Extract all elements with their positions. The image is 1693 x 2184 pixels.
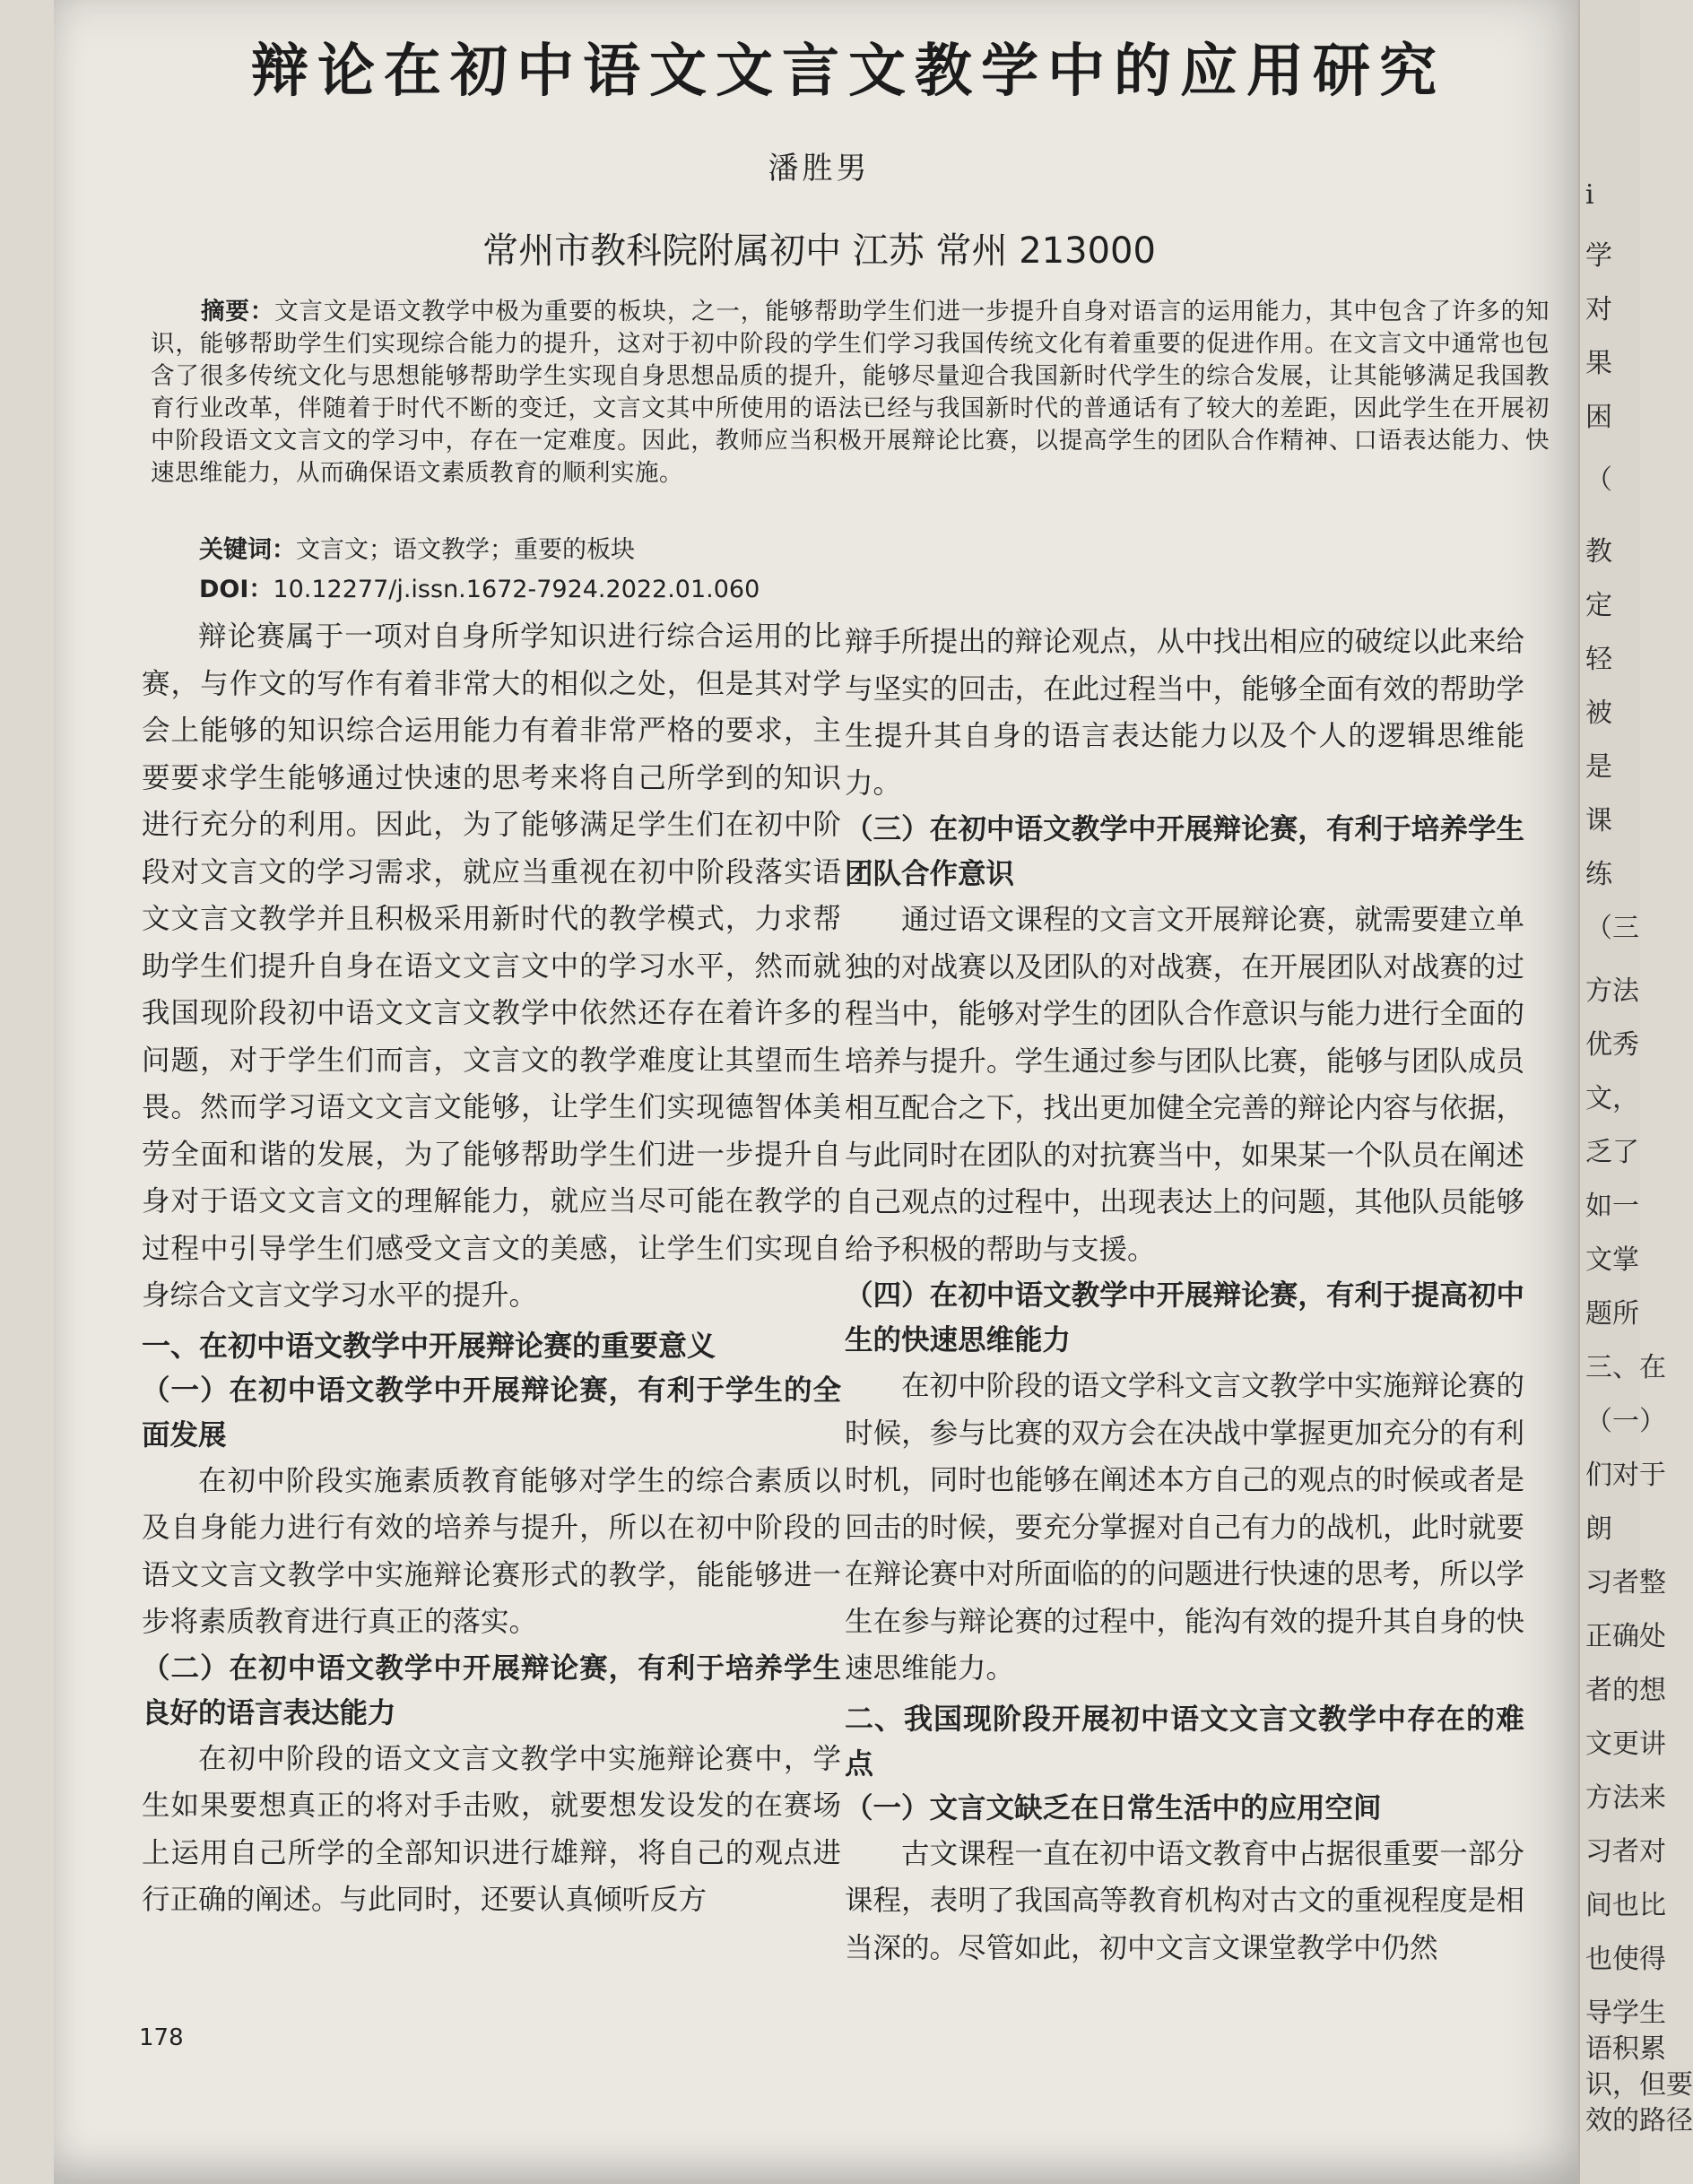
adjacent-page-text: 们对于	[1585, 1460, 1666, 1491]
author-affiliation: 常州市教科院附属初中 江苏 常州 213000	[482, 230, 1156, 272]
adjacent-page-text: 教	[1585, 536, 1612, 568]
adjacent-page-text: 困	[1585, 402, 1612, 433]
adjacent-page-text: 定	[1585, 590, 1612, 621]
adjacent-page-text: 文更讲	[1585, 1729, 1666, 1760]
paragraph: 在初中阶段的语文学科文言文教学中实施辩论赛的时候，参与比赛的双方会在决战中掌握更加充分的有利时机，同时也能够在阐述本方自己的观点的时候或者是回击的时候，要充分掌握对自己有力的战机，此时就要在辩论赛中对所面临的的问题进行快速的思考，所以学生在参与辩论赛的过程中，能沟有效的提升其自身的快速思维能力。	[845, 1370, 1524, 1685]
adjacent-page-text: 轻	[1585, 644, 1612, 675]
adjacent-page-text: 题所	[1585, 1298, 1639, 1330]
author-name: 潘胜男	[768, 151, 871, 186]
keywords	[199, 534, 635, 567]
adjacent-page-text: 文，	[1585, 1083, 1639, 1114]
adjacent-page-text: 正确处	[1585, 1621, 1666, 1652]
section-heading: 二、我国现阶段开展初中语文文言文教学中存在的难点	[845, 1701, 1524, 1781]
adjacent-page-text: 三、在	[1585, 1352, 1666, 1383]
adjacent-page-text: 练	[1585, 859, 1612, 890]
body-column-right	[845, 619, 1524, 1972]
paragraph: 辩论赛属于一项对自身所学知识进行综合运用的比赛，与作文的写作有着非常大的相似之处，但是其对学会上能够的知识综合运用能力有着非常严格的要求，主要要求学生能够通过快速的思考来将自己所学到的知识进行充分的利用。因此，为了能够满足学生们在初中阶段对文言文的学习需求，就应当重视在初中阶段落实语文文言文教学并且积极采用新时代的教学模式，力求帮助学生们提升自身在语文文言文中的学习水平，然而就我国现阶段初中语文文言文教学中依然还存在着许多的问题，对于学生们而言，文言文的教学难度让其望而生畏。然而学习语文文言文能够，让学生们实现德智体美劳全面和谐的发展，为了能够帮助学生们进一步提升自身对于语文文言文的理解能力，就应当尽可能在教学的过程中引导学生们感受文言文的美感，让学生们实现自身综合文言文学习水平的提升。	[142, 620, 841, 1312]
adjacent-page-text: 课	[1585, 805, 1612, 836]
article-title: 辩论在初中语文文言文教学中的应用研究	[251, 38, 1446, 105]
subsection-heading: （二）在初中语文教学中开展辩论赛，有利于培养学生良好的语言表达能力	[142, 1651, 841, 1729]
adjacent-page-edge	[1578, 0, 1693, 2184]
adjacent-page-text: 者的想	[1585, 1675, 1666, 1706]
adjacent-page-text: 识，但要	[1585, 2069, 1693, 2101]
doi	[199, 574, 760, 606]
subsection-heading: （三）在初中语文教学中开展辩论赛，有利于培养学生团队合作意识	[845, 813, 1524, 890]
abstract-text: 文言文是语文教学中极为重要的板块，之一，能够帮助学生们进一步提升自身对语言的运用能力，其中包含了许多的知识，能够帮助学生们实现综合能力的提升，这对于初中阶段的学生们学习我国传统文化有着重要的促进作用。在文言文中通常也包含了很多传统文化与思想能够帮助学生实现自身思想品质的提升，能够尽量迎合我国新时代学生的综合发展，让其能够满足我国教育行业改革，伴随着于时代不断的变迁，文言文其中所使用的语法已经与我国新时代的普通话有了较大的差距，因此学生在开展初中阶段语文文言文的学习中，存在一定难度。因此，教师应当积极开展辩论比赛，以提高学生的团队合作精神、口语表达能力、快速思维能力，从而确保语文素质教育的顺利实施。	[151, 298, 1550, 487]
section-heading: 一、在初中语文教学中开展辩论赛的重要意义	[142, 1328, 716, 1363]
adjacent-page-text: 文掌	[1585, 1244, 1639, 1276]
adjacent-page-text: （三	[1585, 913, 1639, 944]
adjacent-page-text: 对	[1585, 294, 1612, 325]
adjacent-page-text: 如一	[1585, 1191, 1639, 1222]
abstract-label: 摘要：	[201, 298, 275, 325]
adjacent-page-text: i	[1585, 179, 1594, 211]
paragraph: 在初中阶段实施素质教育能够对学生的综合素质以及自身能力进行有效的培养与提升，所以在初中阶段的语文文言文教学中实施辩论赛形式的教学，能能够进一步将素质教育进行真正的落实。	[142, 1464, 841, 1638]
keywords-label: 关键词：	[199, 536, 296, 564]
adjacent-page-text: 方法来	[1585, 1782, 1666, 1814]
adjacent-page-text: 是	[1585, 751, 1612, 783]
paragraph: 在初中阶段的语文文言文教学中实施辩论赛中，学生如果要想真正的将对手击败，就要想发设发的在赛场上运用自己所学的全部知识进行雄辩，将自己的观点进行正确的阐述。与此同时，还要认真倾听反方	[142, 1742, 841, 1916]
adjacent-page-text: 也使得	[1585, 1944, 1666, 1975]
keywords-text: 文言文；语文教学；重要的板块	[296, 536, 635, 564]
adjacent-page-text: 乏了	[1585, 1137, 1639, 1168]
subsection-heading: （一）文言文缺乏在日常生活中的应用空间	[845, 1791, 1382, 1824]
adjacent-page-text: 方法	[1585, 975, 1639, 1007]
adjacent-page-text: 果	[1585, 348, 1612, 379]
adjacent-page-text: （一）	[1585, 1406, 1666, 1437]
adjacent-page-text: 习者对	[1585, 1836, 1666, 1868]
adjacent-page-text: 朗	[1585, 1513, 1612, 1545]
body-column-left	[142, 613, 841, 1924]
adjacent-page-text: 习者整	[1585, 1567, 1666, 1599]
paragraph: 古文课程一直在初中语文教育中占据很重要一部分课程，表明了我国高等教育机构对古文的重视程度是相当深的。尽管如此，初中文言文课堂教学中仍然	[845, 1837, 1524, 1964]
adjacent-page-text: （	[1585, 464, 1612, 496]
subsection-heading: （四）在初中语文教学中开展辩论赛，有利于提高初中生的快速思维能力	[845, 1279, 1524, 1356]
subsection-heading: （一）在初中语文教学中开展辩论赛，有利于学生的全面发展	[142, 1374, 841, 1452]
adjacent-page-text: 学	[1585, 240, 1612, 272]
adjacent-page-text: 效的路径	[1585, 2105, 1693, 2136]
abstract	[151, 296, 1550, 490]
doi-text: 10.12277/j.issn.1672-7924.2022.01.060	[273, 576, 760, 603]
adjacent-page-text: 导学生	[1585, 1998, 1666, 2029]
doi-label: DOI：	[199, 576, 273, 603]
adjacent-page-text: 优秀	[1585, 1029, 1639, 1061]
paragraph: 通过语文课程的文言文开展辩论赛，就需要建立单独的对战赛以及团队的对战赛，在开展团队对战赛的过程当中，能够对学生的团队合作意识与能力进行全面的培养与提升。学生通过参与团队比赛，能够与团队成员相互配合之下，找出更加健全完善的辩论内容与依据，与此同时在团队的对抗赛当中，如果某一个队员在阐述自己观点的过程中，出现表达上的问题，其他队员能够给予积极的帮助与支援。	[845, 904, 1524, 1266]
paragraph: 辩手所提出的辩论观点，从中找出相应的破绽以此来给与坚实的回击，在此过程当中，能够全面有效的帮助学生提升其自身的语言表达能力以及个人的逻辑思维能力。	[845, 626, 1524, 800]
adjacent-page-text: 被	[1585, 698, 1612, 729]
page-number: 178	[139, 2024, 184, 2051]
adjacent-page-text: 间也比	[1585, 1890, 1666, 1921]
adjacent-page-text: 语积累	[1585, 2033, 1666, 2065]
